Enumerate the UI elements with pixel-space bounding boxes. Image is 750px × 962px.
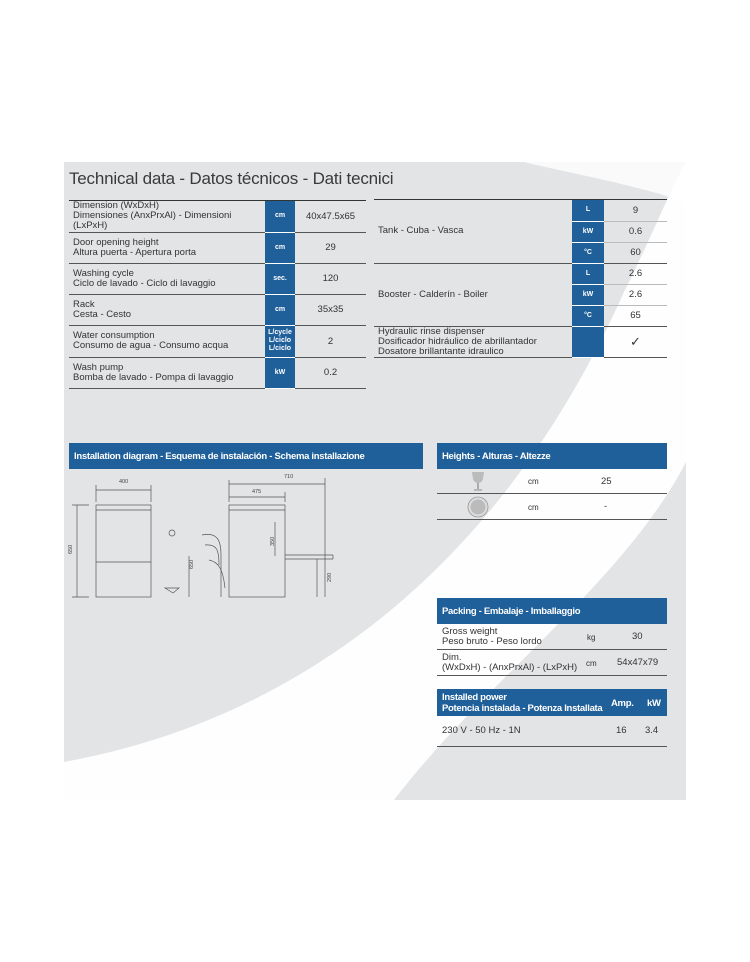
dim-depth: 475 (252, 489, 262, 495)
table-row: Tank - Cuba - Vasca L 9 (374, 200, 667, 221)
power-header: Installed power Potencia instalada - Potenza Installata Amp. kW (437, 689, 667, 716)
table-row: cm - (437, 494, 667, 520)
table-row: °C 60 (374, 242, 667, 263)
dim-side-height: 650 (189, 559, 195, 569)
dim-door: 350 (270, 536, 276, 546)
page-title: Technical data - Datos técnicos - Dati tecnici (69, 169, 394, 188)
right-spec-table (374, 200, 667, 358)
table-row: 230 V - 50 Hz - 1N 16 3.4 (437, 716, 667, 747)
front-view-body (96, 505, 151, 597)
table-row: Hydraulic rinse dispenser Dosificador hidráulico de abrillantador Dosatore brillantante idraulico ✓ (374, 326, 667, 357)
table-row: Wash pump Bomba de lavado - Pompa di lavaggio kW 0.2 (69, 357, 366, 388)
check-icon: ✓ (604, 326, 667, 357)
table-row: Water consumption Consumo de agua - Consumo acqua L/cycle L/ciclo L/ciclo 2 (69, 325, 366, 357)
table-row: Dim. (WxDxH) - (AnxPrxAl) - (LxPxH) cm 54x47x79 (437, 650, 667, 676)
table-row: kW 2.6 (374, 284, 667, 305)
table-row: kW 0.6 (374, 221, 667, 242)
table-row: cm 25 (437, 469, 667, 494)
left-spec-table (69, 201, 366, 389)
side-view-body (229, 505, 285, 597)
table-row: Booster - Calderín - Boiler L 2.6 (374, 263, 667, 284)
table-row: Rack Cesta - Cesto cm 35x35 (69, 294, 366, 325)
dim-depth-total: 710 (284, 474, 294, 480)
table-row: Dimension (WxDxH) Dimensiones (AnxPrxAl) - Dimensioni (LxPxH) cm 40x47.5x65 (69, 201, 366, 232)
table-row: °C 65 (374, 305, 667, 326)
packing-header: Packing - Embalaje - Imballaggio (437, 598, 667, 624)
table-row: Washing cycle Ciclo de lavado - Ciclo di lavaggio sec. 120 (69, 263, 366, 294)
dim-width: 400 (119, 479, 129, 485)
installation-diagram (69, 470, 424, 600)
plate-icon (467, 496, 489, 518)
glass-icon (470, 471, 486, 491)
heights-header: Heights - Alturas - Altezze (437, 443, 667, 469)
dim-floor: 290 (327, 572, 333, 582)
table-row: Gross weight Peso bruto - Peso lordo kg 30 (437, 624, 667, 650)
dim-height: 650 (68, 544, 74, 554)
installation-header: Installation diagram - Esquema de instalación - Schema installazione (69, 443, 423, 469)
table-row: Door opening height Altura puerta - Apertura porta cm 29 (69, 232, 366, 263)
